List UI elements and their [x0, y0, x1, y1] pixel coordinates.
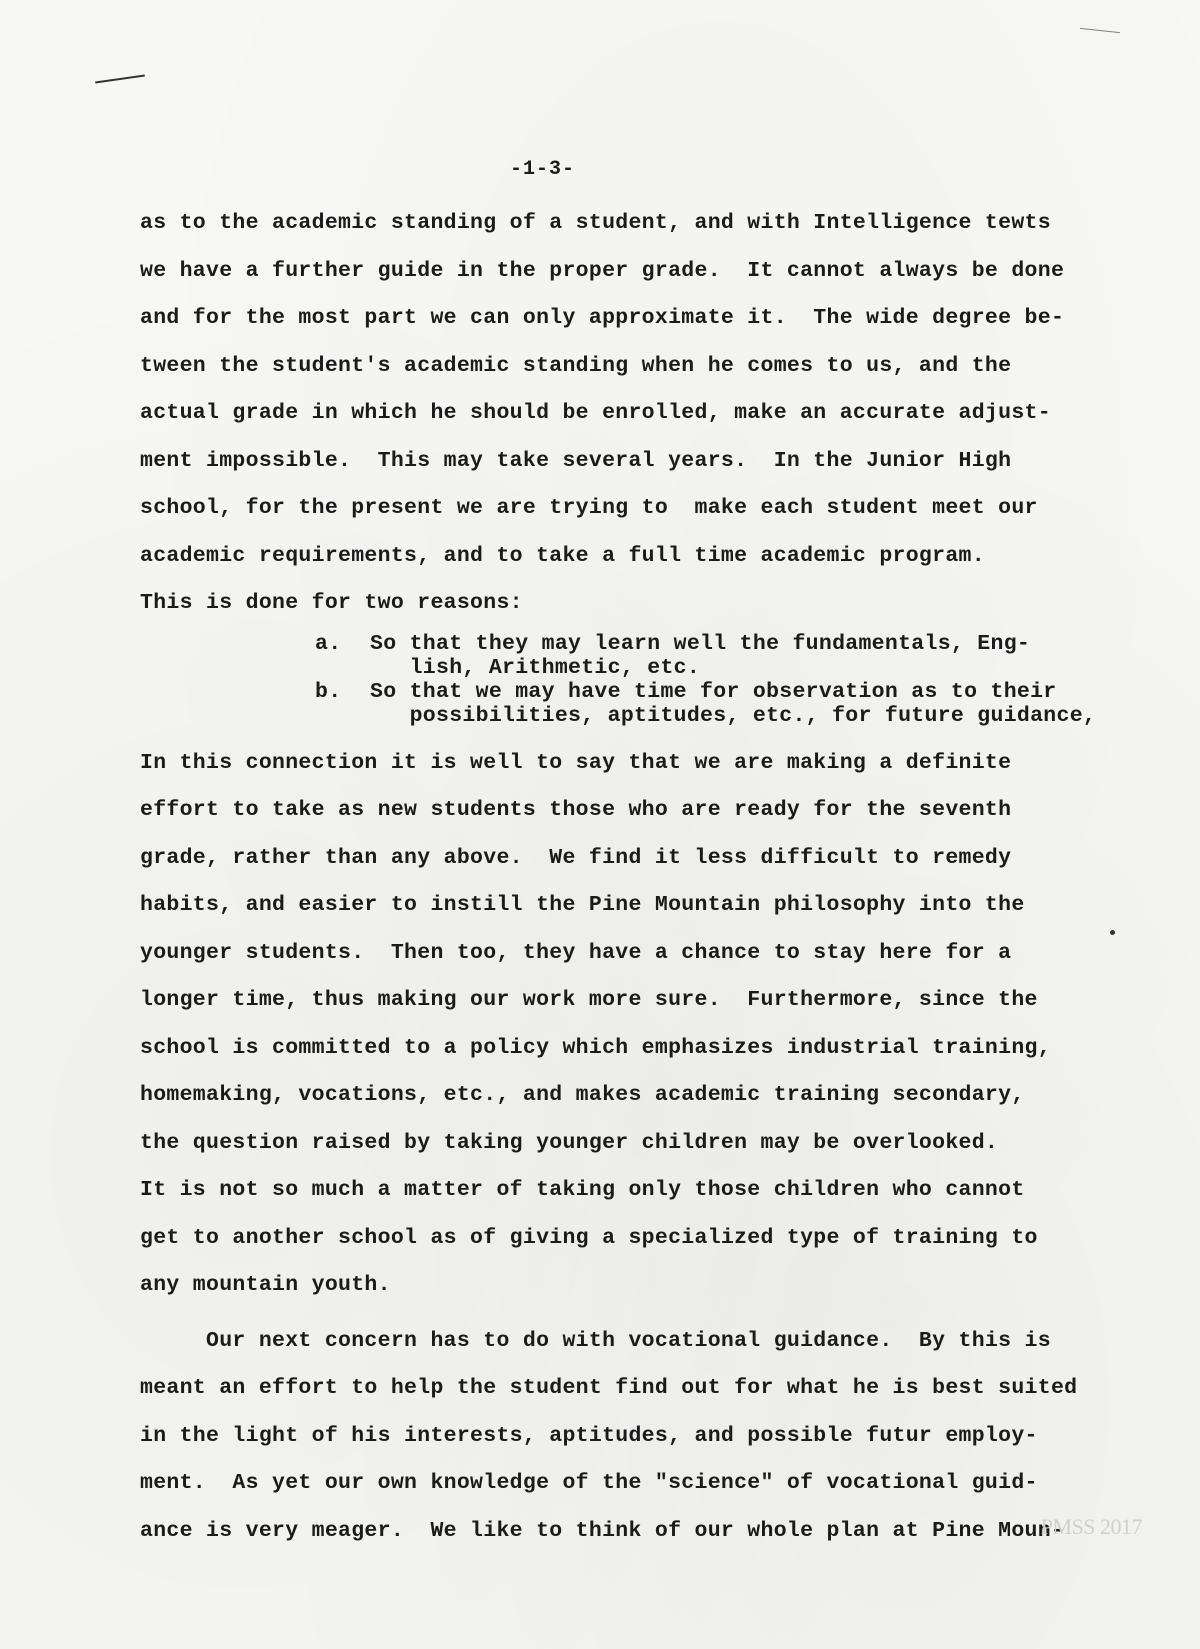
- list-marker: b.: [315, 679, 342, 704]
- text-line: ment impossible. This may take several years. In the Junior High: [140, 448, 1012, 473]
- paragraph-3: [140, 1318, 1140, 1556]
- text-line: ance is very meager. We like to think of our whole plan at Pine Moun-: [140, 1518, 1065, 1543]
- document-body: [140, 200, 1140, 1555]
- text-line: school, for the present we are trying to make each student meet our: [140, 496, 1038, 520]
- text-line: This is done for two reasons:: [140, 591, 523, 615]
- paragraph-2: [140, 740, 1140, 1310]
- text-line: Our next concern has to do with vocational guidance. By this is: [140, 1328, 1051, 1353]
- reason-b: [140, 680, 1140, 728]
- text-line: in the light of his interests, aptitudes, and possible futur employ-: [140, 1423, 1038, 1448]
- text-line: actual grade in which he should be enrolled, make an accurate adjust-: [140, 401, 1051, 425]
- reason-a: [140, 632, 1140, 680]
- text-line: longer time, thus making our work more sure. Furthermore, since the: [140, 988, 1038, 1012]
- text-line: It is not so much a matter of taking only those children who cannot: [140, 1178, 1025, 1202]
- text-line: as to the academic standing of a student, and with Intelligence tewts: [140, 211, 1051, 235]
- text-line: the question raised by taking younger children may be overlooked.: [140, 1130, 999, 1155]
- text-line: effort to take as new students those who are ready for the seventh: [140, 798, 1012, 822]
- paragraph-1: [140, 200, 1140, 628]
- reasons-list: [140, 632, 1140, 728]
- text-line: In this connection it is well to say that we are making a definite: [140, 750, 1012, 775]
- text-line: So that we may have time for observation as to their: [370, 679, 1057, 704]
- text-line: school is committed to a policy which emphasizes industrial training,: [140, 1035, 1051, 1060]
- text-line: younger students. Then too, they have a chance to stay here for a: [140, 940, 1012, 965]
- text-line: habits, and easier to instill the Pine Mountain philosophy into the: [140, 893, 1025, 917]
- text-line: lish, Arithmetic, etc.: [370, 655, 701, 680]
- text-line: and for the most part we can only approximate it. The wide degree be-: [140, 306, 1065, 330]
- text-line: get to another school as of giving a specialized type of training to: [140, 1225, 1038, 1250]
- page-number: -1-3-: [510, 158, 576, 181]
- watermark: PMSS 2017: [1040, 1514, 1142, 1539]
- text-line: any mountain youth.: [140, 1273, 391, 1297]
- text-line: possibilities, aptitudes, etc., for future guidance,: [370, 703, 1097, 728]
- text-line: homemaking, vocations, etc., and makes academic training secondary,: [140, 1083, 1025, 1107]
- text-line: tween the student's academic standing when he comes to us, and the: [140, 353, 1012, 378]
- text-line: So that they may learn well the fundamentals, Eng-: [370, 631, 1031, 656]
- text-line: we have a further guide in the proper grade. It cannot always be done: [140, 258, 1065, 283]
- text-line: grade, rather than any above. We find it less difficult to remedy: [140, 845, 1012, 870]
- text-line: meant an effort to help the student find out for what he is best suited: [140, 1376, 1078, 1400]
- text-line: academic requirements, and to take a full time academic program.: [140, 543, 985, 568]
- list-marker: a.: [315, 631, 342, 656]
- text-line: ment. As yet our own knowledge of the "science" of vocational guid-: [140, 1471, 1038, 1495]
